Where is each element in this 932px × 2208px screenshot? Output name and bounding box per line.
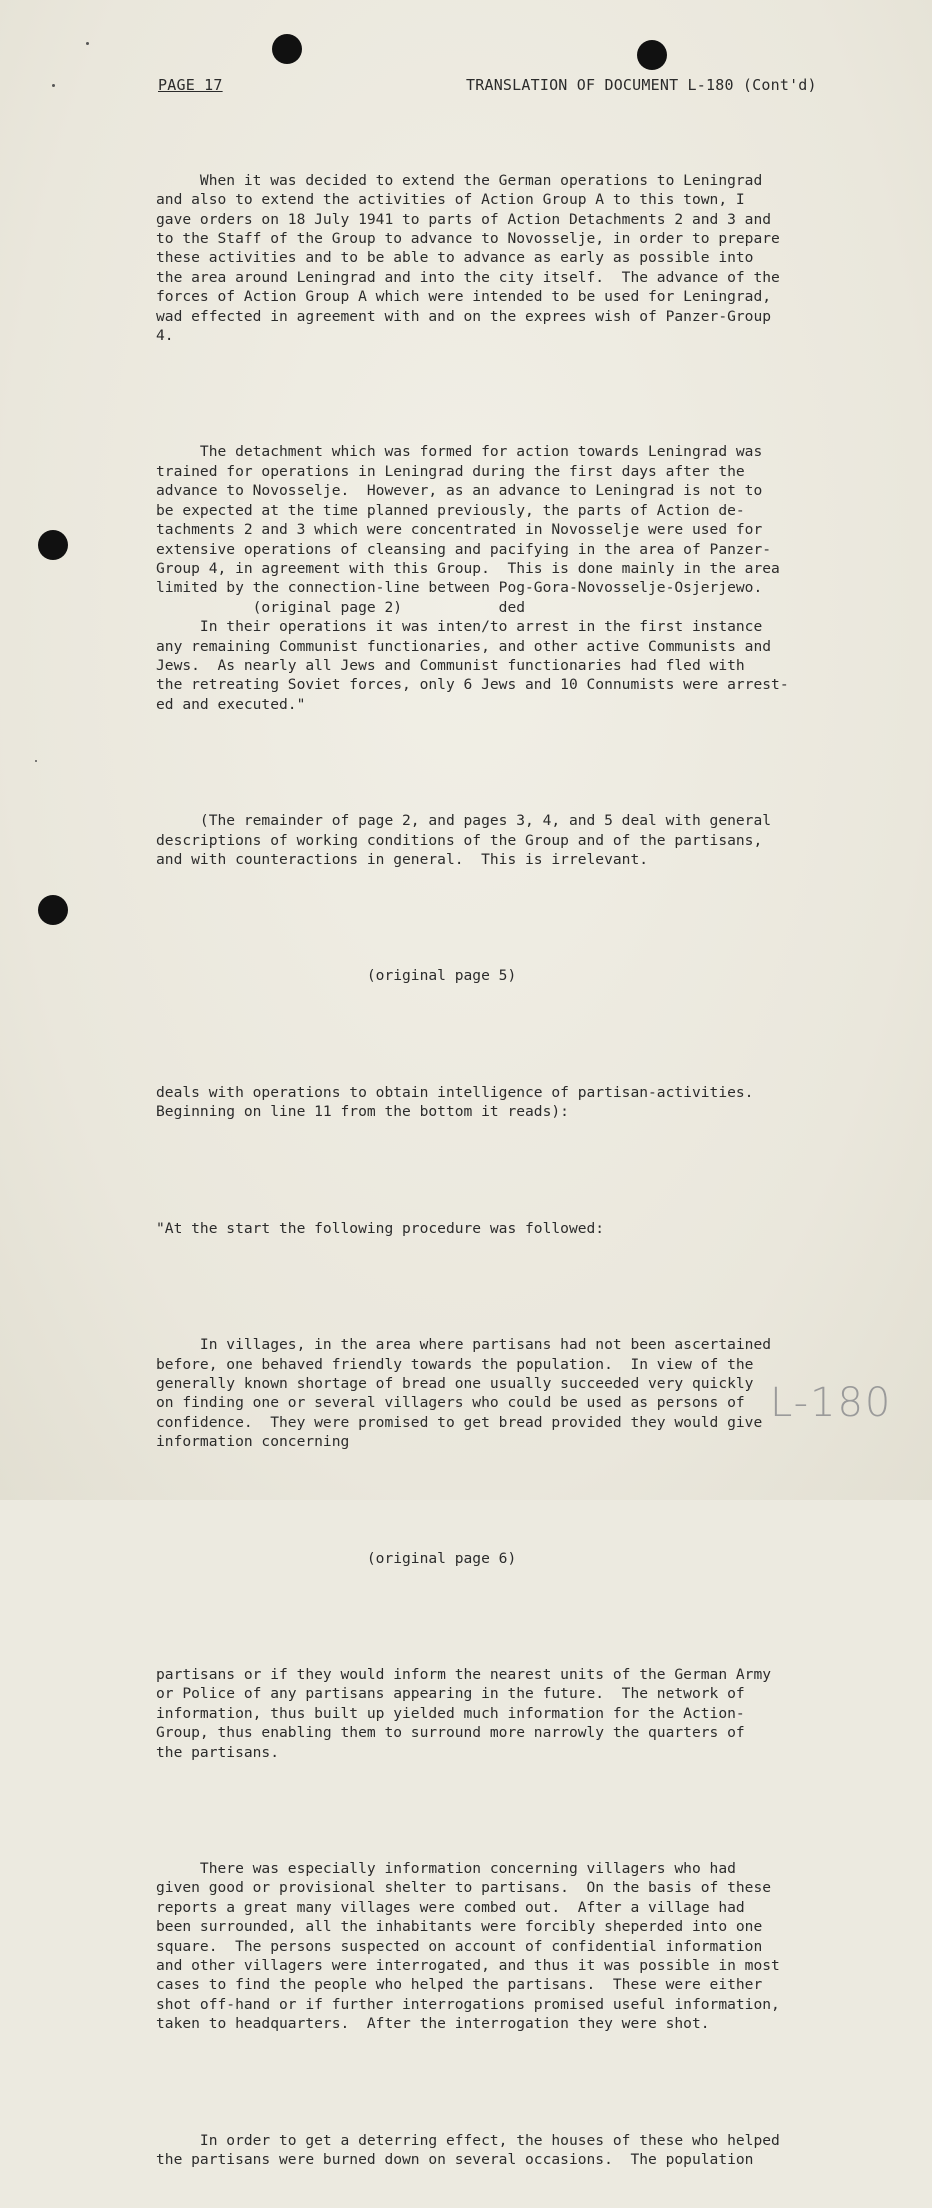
paragraph-villages: In villages, in the area where partisans had not been ascertained before, one behaved friendly towards the population. In view of the generally known shortage of bread one usually succeeded very quickly on finding one or several villagers who could be used as persons of confidence. They were promised to get bread provided they would give information concerning bbox=[156, 1336, 772, 1451]
punch-hole-top-left bbox=[272, 34, 302, 64]
punch-hole-left-lower bbox=[38, 895, 68, 925]
paragraph-partisan-network: partisans or if they would inform the nearest units of the German Army or Police of any partisans appearing in the future. The network of information, thus built up yielded much information for the Action- Group, thus enabling them to surround more narrowly the quarters of the partisans. bbox=[156, 1665, 772, 1761]
paragraph-procedure-start: "At the start the following procedure was followed: bbox=[156, 1219, 605, 1237]
paragraph-remainder-note: (The remainder of page 2, and pages 3, 4, and 5 deal with general descriptions of working conditions of the Group and of the partisans, and with counteractions in general. This is irrelevant. bbox=[156, 812, 772, 868]
paragraph-detachment-training: The detachment which was formed for action towards Leningrad was trained for operations in Leningrad during the first days after the advance to Novosselje. However, as an advance to Leningrad is not to be expected at the time planned previously, the parts of Action de- tachments 2 and 3 which were concentrated in Novosselje were used for extensive operations of cleansing and pacifying in the area of Panzer- Group 4, in agreement with this Group. This is done mainly in the area limited by the connection-line between Pog-Gora-Novosselje-Osjerjewo. (original page 2) ded In their operations it was inten/to arrest in the first instance any remaining Communist functionaries, and other active Communists and Jews. As nearly all Jews and Communist functionaries had fled with the retreating Soviet forces, only 6 Jews and 10 Connumists were arrest- ed and executed." bbox=[156, 443, 789, 713]
original-page-6-marker: (original page 6) bbox=[156, 1549, 517, 1567]
paragraph-deterring-effect: In order to get a deterring effect, the houses of these who helped the partisans were burned down on several occasions. The population bbox=[156, 2131, 780, 2169]
paragraph-villager-shelter: There was especially information concerning villagers who had given good or provisional shelter to partisans. On the basis of these reports a great many villages were combed out. After a village had been surrounded, all the inhabitants were forcibly sheperded into one square. The persons suspected on account of confidential information and other villagers were interrogated, and thus it was possible in most cases to find the people who helped the partisans. These were either shot off-hand or if further interrogations promised useful information, taken to headquarters. After the interrogation they were shot. bbox=[156, 1860, 780, 2033]
paragraph-leningrad-operations: When it was decided to extend the German operations to Leningrad and also to extend the activities of Action Group A to this town, I gave orders on 18 July 1941 to parts of Action Detachments 2 and 3 and to the Staff of the Group to advance to Novosselje, in order to prepare these activities and to be able to advance as early as possible into the area around Leningrad and into the city itself. The advance of the forces of Action Group A which were intended to be used for Leningrad, wad effected in agreement with and on the exprees wish of Panzer-Group 4. bbox=[156, 171, 780, 345]
handwritten-document-number: L-180 bbox=[770, 1380, 893, 1426]
document-title: TRANSLATION OF DOCUMENT L-180 (Cont'd) bbox=[466, 76, 817, 94]
page-number-label: PAGE 17 bbox=[158, 76, 223, 94]
paragraph-intelligence-intro: deals with operations to obtain intelligence of partisan-activities. Beginning on line 11 from the bottom it reads): bbox=[156, 1083, 754, 1121]
speck bbox=[52, 84, 55, 87]
document-body bbox=[156, 132, 846, 2208]
punch-hole-left-middle bbox=[38, 530, 68, 560]
speck bbox=[86, 42, 89, 45]
speck bbox=[35, 760, 37, 762]
punch-hole-top-right bbox=[637, 40, 667, 70]
original-page-5-marker: (original page 5) bbox=[156, 967, 517, 985]
